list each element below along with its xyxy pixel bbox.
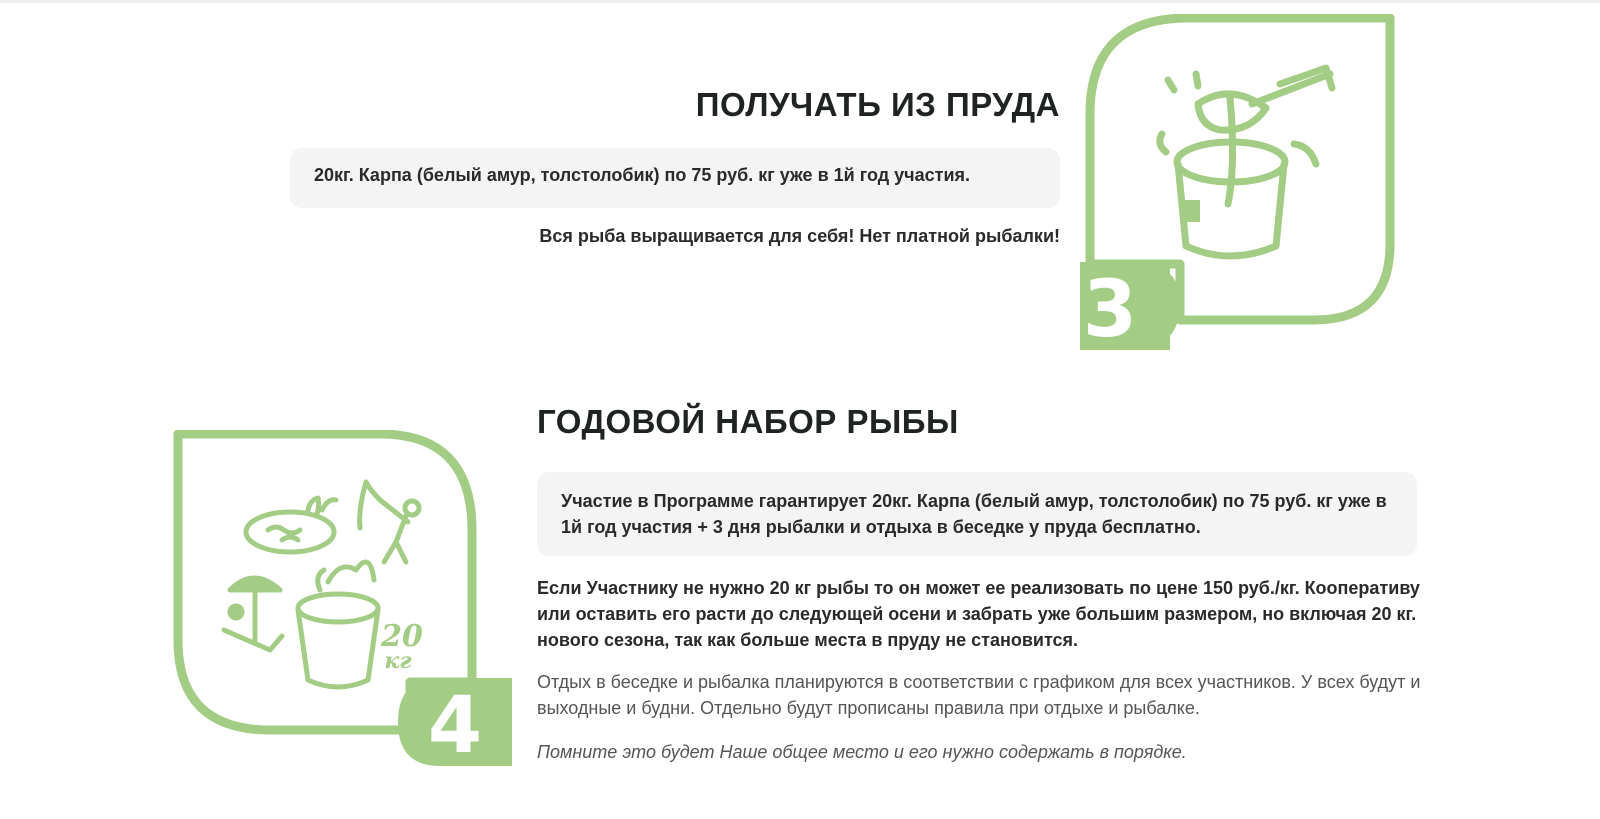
section4-paragraph-italic: Помните это будет Наше общее место и его нужно содержать в порядке.	[537, 742, 1187, 762]
section4-paragraph-bold: Если Участнику не нужно 20 кг рыбы то он может ее реализовать по цене 150 руб./кг. Кооперативу или оставить его расти до следующей осени и забрать уже большим размером, но включая 20 кг. нового сезона, так как больше места в пруду не становится.	[537, 578, 1420, 650]
section3-illustration	[1080, 14, 1426, 359]
number-4: 4	[427, 681, 483, 771]
number-3: 3	[1082, 265, 1138, 355]
number-badge-4	[398, 678, 512, 771]
number-badge-3	[1080, 262, 1180, 355]
section4-title: ГОДОВОЙ НАБОР РЫБЫ	[537, 403, 959, 440]
top-divider	[0, 0, 1600, 3]
fish-bucket-icon	[1160, 68, 1332, 256]
section3-title: ПОЛУЧАТЬ ИЗ ПРУДА	[695, 86, 1060, 123]
bucket-weight-value: 20	[381, 619, 423, 654]
section4-paragraph-regular: Отдых в беседке и рыбалка планируются в соответствии с графиком для всех участников. У всех будут и выходные и будни. Отдельно будут прописаны правила при отдыхе и рыбалке.	[537, 672, 1421, 718]
section4-illustration	[170, 430, 516, 775]
section3-note: Вся рыба выращивается для себя! Нет платной рыбалки!	[539, 226, 1060, 246]
section4-info-box: Участие в Программе гарантирует 20кг. Карпа (белый амур, толстолобик) по 75 руб. кг уже в 1й год участия + 3 дня рыбалки и отдыха в беседке у пруда бесплатно.	[537, 472, 1417, 556]
bucket-weight-unit: кг	[384, 648, 412, 674]
section3-info-box: 20кг. Карпа (белый амур, толстолобик) по 75 руб. кг уже в 1й год участия.	[290, 148, 1060, 208]
